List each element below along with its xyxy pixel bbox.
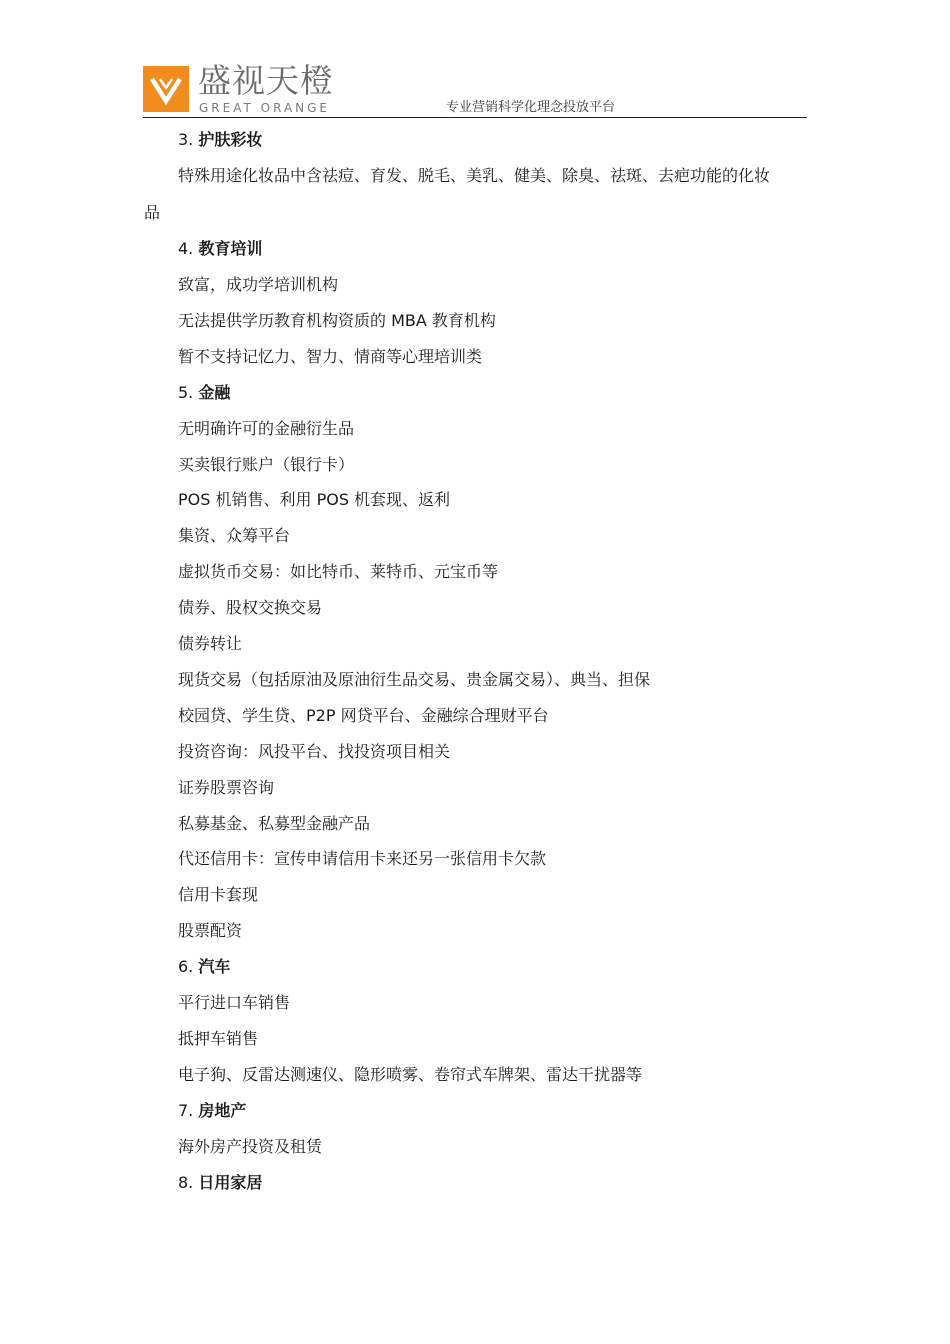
section-number: 8. — [178, 1173, 194, 1192]
list-item: 信用卡套现 — [178, 885, 259, 904]
list-item: 校园贷、学生贷、P2P 网贷平台、金融综合理财平台 — [178, 706, 549, 725]
list-item: 致富，成功学培训机构 — [178, 275, 339, 294]
section-number: 5. — [178, 383, 194, 402]
list-item-continuation: 品 — [144, 203, 161, 222]
section-number: 6. — [178, 957, 194, 976]
list-item: 代还信用卡：宣传申请信用卡来还另一张信用卡欠款 — [178, 849, 547, 868]
logo-mark-icon — [143, 66, 189, 112]
list-item: 电子狗、反雷达测速仪、隐形喷雾、卷帘式车牌架、雷达干扰器等 — [178, 1065, 643, 1084]
list-item: 暂不支持记忆力、智力、情商等心理培训类 — [178, 347, 483, 366]
header-tagline: 专业营销科学化理念投放平台 — [446, 100, 616, 115]
list-item: 证券股票咨询 — [178, 778, 275, 797]
list-item: 无明确许可的金融衍生品 — [178, 419, 355, 438]
section-heading-finance — [178, 383, 230, 403]
list-item: 债券转让 — [178, 634, 243, 653]
list-item: 虚拟货币交易：如比特币、莱特币、元宝币等 — [178, 562, 499, 581]
header-divider — [143, 117, 807, 118]
section-title: 护肤彩妆 — [198, 130, 263, 149]
list-item: 平行进口车销售 — [178, 993, 291, 1012]
section-title: 汽车 — [198, 957, 231, 976]
list-item: 海外房产投资及租赁 — [178, 1137, 323, 1156]
section-title: 日用家居 — [198, 1173, 263, 1192]
list-item: 集资、众筹平台 — [178, 526, 291, 545]
list-item: 投资咨询：风投平台、找投资项目相关 — [178, 742, 451, 761]
section-number: 3. — [178, 130, 194, 149]
list-item: POS 机销售、利用 POS 机套现、返利 — [178, 490, 451, 509]
section-heading-skincare — [178, 130, 262, 150]
list-item: 私募基金、私募型金融产品 — [178, 814, 371, 833]
list-item: 买卖银行账户（银行卡） — [178, 455, 355, 474]
section-heading-education — [178, 239, 262, 259]
section-title: 房地产 — [198, 1101, 247, 1120]
section-title: 金融 — [198, 383, 231, 402]
logo-subtitle: GREAT ORANGE — [199, 101, 331, 115]
list-item: 股票配资 — [178, 921, 243, 940]
section-number: 7. — [178, 1101, 194, 1120]
list-item: 债券、股权交换交易 — [178, 598, 323, 617]
section-heading-automotive — [178, 957, 230, 977]
section-title: 教育培训 — [198, 239, 263, 258]
section-number: 4. — [178, 239, 194, 258]
section-heading-real-estate — [178, 1101, 246, 1121]
section-heading-household — [178, 1173, 262, 1193]
list-item: 无法提供学历教育机构资质的 MBA 教育机构 — [178, 311, 496, 330]
list-item: 特殊用途化妆品中含祛痘、育发、脱毛、美乳、健美、除臭、祛斑、去疤功能的化妆 — [178, 166, 771, 185]
logo-wordmark: 盛视天橙 — [198, 61, 334, 100]
list-item: 现货交易（包括原油及原油衍生品交易、贵金属交易）、典当、担保 — [178, 670, 651, 689]
list-item: 抵押车销售 — [178, 1029, 259, 1048]
